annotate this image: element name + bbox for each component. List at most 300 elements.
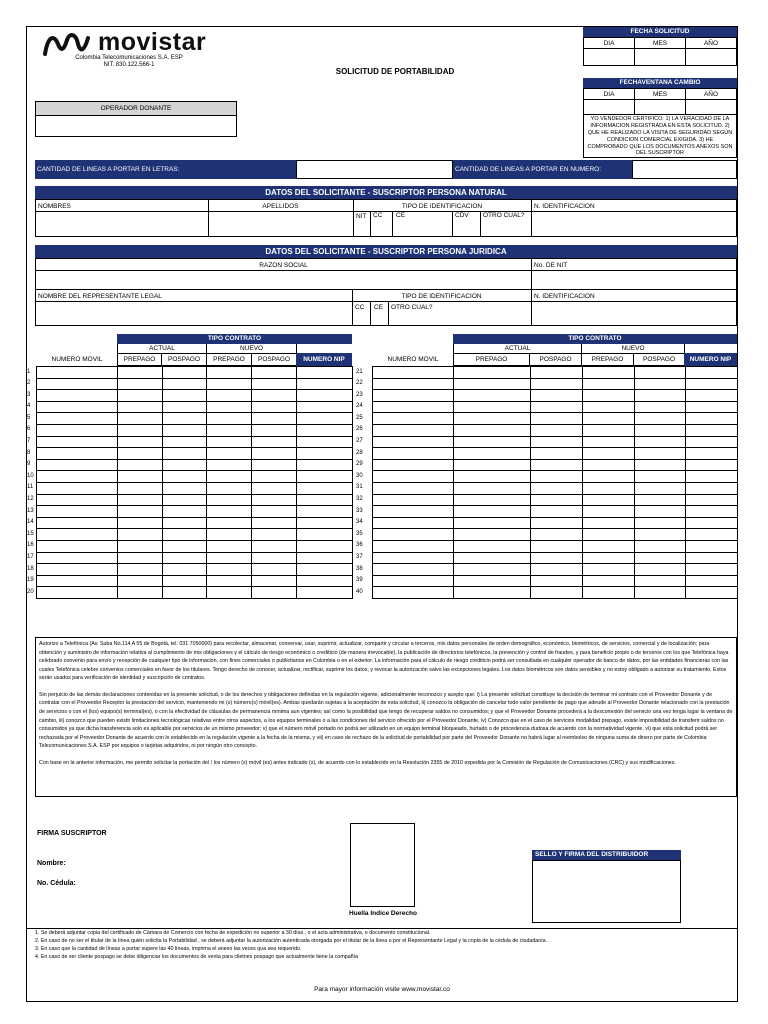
left-pospago-nuevo-header: POSPAGO [251, 353, 297, 366]
left-numero-movil-cell[interactable] [36, 529, 117, 541]
left-prepago-actual-cell[interactable] [117, 448, 162, 460]
juridica-cc-option[interactable]: CC [355, 304, 365, 311]
right-pospago-nuevo-cell[interactable] [634, 575, 685, 587]
natural-ce-option[interactable]: CE [396, 212, 406, 219]
left-pospago-actual-cell[interactable] [162, 494, 206, 506]
left-prepago-nuevo-cell[interactable] [206, 575, 251, 587]
left-numero-nip-cell[interactable] [296, 424, 352, 436]
right-prepago-nuevo-cell[interactable] [582, 587, 634, 599]
left-prepago-actual-cell[interactable] [117, 482, 162, 494]
juridica-n-id-label: N. IDENTIFICACION [534, 293, 595, 300]
right-prepago-actual-cell[interactable] [453, 494, 530, 506]
left-numero-movil-cell[interactable] [36, 552, 117, 564]
right-numero-nip-cell[interactable] [685, 413, 737, 425]
left-pospago-actual-cell[interactable] [162, 517, 206, 529]
left-line-row [26, 517, 352, 529]
left-numero-nip-cell[interactable] [296, 552, 352, 564]
left-prepago-actual-cell[interactable] [117, 424, 162, 436]
apellidos-field[interactable] [209, 212, 353, 236]
left-prepago-actual-cell[interactable] [117, 413, 162, 425]
right-line-number: 33 [355, 506, 372, 518]
left-prepago-actual-cell[interactable] [117, 471, 162, 483]
operador-donante-label: OPERADOR DONANTE [35, 101, 237, 116]
right-prepago-nuevo-cell[interactable] [582, 494, 634, 506]
left-pospago-actual-cell[interactable] [162, 529, 206, 541]
right-pospago-actual-cell[interactable] [530, 540, 582, 552]
left-numero-nip-cell[interactable] [296, 587, 352, 599]
right-pospago-nuevo-cell[interactable] [634, 517, 685, 529]
left-tipo-contrato-header: TIPO CONTRATO [117, 334, 352, 344]
left-prepago-nuevo-cell[interactable] [206, 471, 251, 483]
left-numero-movil-cell[interactable] [36, 390, 117, 402]
left-line-number: 11 [26, 482, 36, 494]
left-pospago-nuevo-cell[interactable] [251, 494, 296, 506]
left-pospago-actual-cell[interactable] [162, 424, 206, 436]
right-prepago-nuevo-cell[interactable] [582, 529, 634, 541]
right-pospago-actual-cell[interactable] [530, 494, 582, 506]
left-pospago-nuevo-cell[interactable] [251, 506, 296, 518]
right-prepago-nuevo-cell[interactable] [582, 564, 634, 576]
left-numero-nip-cell[interactable] [296, 575, 352, 587]
left-prepago-actual-cell[interactable] [117, 575, 162, 587]
right-prepago-actual-cell[interactable] [453, 448, 530, 460]
left-numero-nip-cell[interactable] [296, 529, 352, 541]
right-numero-movil-cell[interactable] [372, 575, 453, 587]
right-numero-nip-cell[interactable] [685, 552, 737, 564]
right-prepago-actual-cell[interactable] [453, 401, 530, 413]
left-numero-nip-cell[interactable] [296, 401, 352, 413]
left-prepago-nuevo-cell[interactable] [206, 413, 251, 425]
right-numero-movil-cell[interactable] [372, 564, 453, 576]
left-pospago-nuevo-cell[interactable] [251, 424, 296, 436]
left-pospago-actual-cell[interactable] [162, 436, 206, 448]
right-numero-nip-cell[interactable] [685, 436, 737, 448]
right-pospago-nuevo-cell[interactable] [634, 413, 685, 425]
right-pospago-actual-cell[interactable] [530, 424, 582, 436]
left-prepago-actual-cell[interactable] [117, 367, 162, 379]
footer-link[interactable]: Para mayor información visite www.movistar.co [314, 986, 450, 993]
right-pospago-nuevo-cell[interactable] [634, 552, 685, 564]
right-numero-movil-cell[interactable] [372, 471, 453, 483]
right-pospago-nuevo-cell[interactable] [634, 506, 685, 518]
right-pospago-actual-cell[interactable] [530, 471, 582, 483]
right-prepago-nuevo-cell[interactable] [582, 471, 634, 483]
right-prepago-nuevo-cell[interactable] [582, 436, 634, 448]
left-pospago-actual-cell[interactable] [162, 564, 206, 576]
right-numero-movil-cell[interactable] [372, 540, 453, 552]
natural-cdv-option[interactable]: CDV [455, 212, 469, 219]
left-pospago-actual-cell[interactable] [162, 390, 206, 402]
left-prepago-actual-cell[interactable] [117, 459, 162, 471]
right-pospago-nuevo-cell[interactable] [634, 529, 685, 541]
left-prepago-actual-cell[interactable] [117, 506, 162, 518]
left-numero-nip-cell[interactable] [296, 448, 352, 460]
left-pospago-actual-cell[interactable] [162, 540, 206, 552]
right-numero-nip-cell[interactable] [685, 448, 737, 460]
left-pospago-nuevo-cell[interactable] [251, 459, 296, 471]
fecha-ventana-mes-field[interactable] [634, 99, 686, 115]
right-numero-movil-cell[interactable] [372, 367, 453, 379]
right-prepago-actual-cell[interactable] [453, 517, 530, 529]
right-pospago-nuevo-cell[interactable] [634, 367, 685, 379]
sello-box[interactable] [532, 860, 681, 923]
juridica-otro-option[interactable]: OTRO CUAL? [391, 304, 433, 311]
right-prepago-actual-cell[interactable] [453, 424, 530, 436]
right-prepago-actual-cell[interactable] [453, 459, 530, 471]
right-pospago-nuevo-cell[interactable] [634, 424, 685, 436]
right-pospago-actual-cell[interactable] [530, 517, 582, 529]
left-pospago-actual-cell[interactable] [162, 378, 206, 390]
right-numero-nip-cell[interactable] [685, 587, 737, 599]
left-numero-nip-cell[interactable] [296, 378, 352, 390]
right-prepago-actual-cell[interactable] [453, 378, 530, 390]
left-pospago-nuevo-cell[interactable] [251, 436, 296, 448]
right-pospago-nuevo-cell[interactable] [634, 401, 685, 413]
left-prepago-actual-cell[interactable] [117, 587, 162, 599]
left-pospago-nuevo-cell[interactable] [251, 564, 296, 576]
right-pospago-actual-cell[interactable] [530, 413, 582, 425]
left-prepago-actual-cell[interactable] [117, 540, 162, 552]
left-prepago-actual-cell[interactable] [117, 436, 162, 448]
right-numero-nip-cell[interactable] [685, 506, 737, 518]
right-numero-movil-cell[interactable] [372, 413, 453, 425]
right-line-row [355, 378, 737, 390]
left-prepago-nuevo-cell[interactable] [206, 436, 251, 448]
juridica-ce-option[interactable]: CE [374, 304, 384, 311]
left-pospago-actual-cell[interactable] [162, 459, 206, 471]
right-pospago-actual-cell[interactable] [530, 378, 582, 390]
left-numero-movil-cell[interactable] [36, 494, 117, 506]
left-prepago-nuevo-cell[interactable] [206, 506, 251, 518]
right-pospago-nuevo-cell[interactable] [634, 482, 685, 494]
right-pospago-nuevo-cell[interactable] [634, 448, 685, 460]
no-nit-field[interactable] [532, 271, 736, 289]
left-prepago-nuevo-cell[interactable] [206, 529, 251, 541]
huella-box[interactable] [350, 823, 415, 907]
right-prepago-actual-cell[interactable] [453, 367, 530, 379]
left-pospago-nuevo-cell[interactable] [251, 401, 296, 413]
right-numero-nip-cell[interactable] [685, 564, 737, 576]
right-numero-movil-cell[interactable] [372, 517, 453, 529]
left-line-row [26, 482, 352, 494]
left-line-number: 3 [26, 390, 36, 402]
right-pospago-nuevo-cell[interactable] [634, 459, 685, 471]
right-prepago-actual-cell[interactable] [453, 506, 530, 518]
left-prepago-nuevo-cell[interactable] [206, 459, 251, 471]
right-prepago-actual-cell[interactable] [453, 564, 530, 576]
right-prepago-nuevo-cell[interactable] [582, 482, 634, 494]
left-pospago-actual-cell[interactable] [162, 401, 206, 413]
cantidad-letras-field[interactable] [296, 160, 453, 179]
right-prepago-nuevo-cell[interactable] [582, 413, 634, 425]
left-pospago-nuevo-cell[interactable] [251, 552, 296, 564]
right-pospago-actual-cell[interactable] [530, 587, 582, 599]
notes-list [35, 930, 735, 962]
right-pospago-nuevo-cell[interactable] [634, 436, 685, 448]
left-pospago-nuevo-cell[interactable] [251, 413, 296, 425]
right-line-row [355, 436, 737, 448]
right-pospago-actual-cell[interactable] [530, 506, 582, 518]
natural-nit-option[interactable]: NIT [356, 213, 367, 220]
left-numero-movil-cell[interactable] [36, 540, 117, 552]
left-numero-nip-cell[interactable] [296, 413, 352, 425]
left-numero-movil-cell[interactable] [36, 378, 117, 390]
right-pospago-nuevo-cell[interactable] [634, 587, 685, 599]
right-prepago-nuevo-cell[interactable] [582, 401, 634, 413]
left-line-row [26, 367, 352, 379]
right-numero-nip-cell[interactable] [685, 540, 737, 552]
left-numero-movil-cell[interactable] [36, 401, 117, 413]
left-prepago-nuevo-cell[interactable] [206, 564, 251, 576]
right-prepago-actual-cell[interactable] [453, 575, 530, 587]
right-prepago-nuevo-cell[interactable] [582, 517, 634, 529]
right-numero-nip-cell[interactable] [685, 517, 737, 529]
left-numero-nip-cell[interactable] [296, 482, 352, 494]
left-numero-movil-cell[interactable] [36, 482, 117, 494]
fecha-solicitud-ano-field[interactable] [685, 48, 737, 66]
right-prepago-nuevo-cell[interactable] [582, 378, 634, 390]
left-numero-nip-cell[interactable] [296, 517, 352, 529]
left-actual-header: ACTUAL [117, 344, 207, 354]
right-prepago-nuevo-cell[interactable] [582, 552, 634, 564]
right-prepago-nuevo-cell[interactable] [582, 448, 634, 460]
right-pospago-actual-cell[interactable] [530, 367, 582, 379]
fecha-ventana-dia-label: DIA [583, 88, 635, 100]
left-pospago-nuevo-cell[interactable] [251, 575, 296, 587]
right-prepago-actual-cell[interactable] [453, 436, 530, 448]
fecha-solicitud-dia-field[interactable] [583, 48, 635, 66]
right-numero-nip-cell[interactable] [685, 459, 737, 471]
left-numero-movil-cell[interactable] [36, 471, 117, 483]
right-prepago-nuevo-cell[interactable] [582, 367, 634, 379]
left-numero-movil-cell[interactable] [36, 587, 117, 599]
left-pospago-actual-cell[interactable] [162, 471, 206, 483]
fecha-ventana-dia-field[interactable] [583, 99, 635, 115]
left-pospago-actual-cell[interactable] [162, 575, 206, 587]
left-pospago-nuevo-cell[interactable] [251, 471, 296, 483]
right-numero-movil-cell[interactable] [372, 494, 453, 506]
left-pospago-nuevo-cell[interactable] [251, 529, 296, 541]
right-numero-movil-cell[interactable] [372, 506, 453, 518]
left-numero-nip-cell[interactable] [296, 540, 352, 552]
right-numero-nip-cell[interactable] [685, 494, 737, 506]
left-numero-movil-cell[interactable] [36, 517, 117, 529]
right-line-number: 40 [355, 587, 372, 599]
juridica-n-id-field[interactable] [532, 302, 736, 325]
right-prepago-actual-cell[interactable] [453, 552, 530, 564]
left-pospago-nuevo-cell[interactable] [251, 367, 296, 379]
right-line-row [355, 448, 737, 460]
left-pospago-nuevo-cell[interactable] [251, 517, 296, 529]
right-numero-movil-cell[interactable] [372, 378, 453, 390]
nombre-label: Nombre: [37, 860, 66, 867]
right-numero-nip-cell[interactable] [685, 401, 737, 413]
left-numero-nip-cell[interactable] [296, 494, 352, 506]
right-pospago-actual-cell[interactable] [530, 575, 582, 587]
left-line-number: 7 [26, 436, 36, 448]
left-numero-nip-cell[interactable] [296, 436, 352, 448]
left-numero-movil-cell[interactable] [36, 436, 117, 448]
right-prepago-nuevo-cell[interactable] [582, 390, 634, 402]
right-numero-nip-cell[interactable] [685, 378, 737, 390]
left-pospago-actual-cell[interactable] [162, 448, 206, 460]
left-prepago-nuevo-cell[interactable] [206, 494, 251, 506]
right-pospago-nuevo-cell[interactable] [634, 471, 685, 483]
left-prepago-nuevo-cell[interactable] [206, 552, 251, 564]
right-pospago-nuevo-cell[interactable] [634, 540, 685, 552]
left-numero-movil-cell[interactable] [36, 367, 117, 379]
right-prepago-actual-cell[interactable] [453, 482, 530, 494]
nombres-field[interactable] [36, 212, 208, 236]
right-line-row [355, 564, 737, 576]
left-pospago-actual-cell[interactable] [162, 506, 206, 518]
cantidad-numero-field[interactable] [632, 160, 737, 179]
right-numero-nip-cell[interactable] [685, 424, 737, 436]
right-line-row [355, 552, 737, 564]
right-numero-nip-cell[interactable] [685, 529, 737, 541]
left-numero-movil-cell[interactable] [36, 413, 117, 425]
natural-n-id-label: N. IDENTIFICACION [534, 203, 595, 210]
left-line-number: 17 [26, 552, 36, 564]
right-numero-movil-cell[interactable] [372, 401, 453, 413]
right-pospago-actual-cell[interactable] [530, 401, 582, 413]
right-numero-movil-cell[interactable] [372, 436, 453, 448]
right-prepago-nuevo-cell[interactable] [582, 540, 634, 552]
natural-n-id-field[interactable] [532, 212, 736, 236]
left-prepago-nuevo-cell[interactable] [206, 378, 251, 390]
right-pospago-actual-cell[interactable] [530, 459, 582, 471]
left-pospago-nuevo-cell[interactable] [251, 378, 296, 390]
right-pospago-nuevo-cell[interactable] [634, 378, 685, 390]
left-line-row [26, 436, 352, 448]
operador-donante-field[interactable] [35, 115, 237, 137]
right-prepago-actual-cell[interactable] [453, 413, 530, 425]
left-prepago-nuevo-cell[interactable] [206, 517, 251, 529]
right-pospago-actual-cell[interactable] [530, 448, 582, 460]
left-numero-movil-cell[interactable] [36, 564, 117, 576]
left-prepago-actual-cell[interactable] [117, 564, 162, 576]
right-prepago-actual-cell[interactable] [453, 587, 530, 599]
left-pospago-actual-cell[interactable] [162, 587, 206, 599]
left-prepago-actual-cell[interactable] [117, 401, 162, 413]
right-prepago-actual-cell[interactable] [453, 529, 530, 541]
right-pospago-actual-cell[interactable] [530, 564, 582, 576]
right-prepago-actual-cell[interactable] [453, 540, 530, 552]
left-prepago-actual-cell[interactable] [117, 552, 162, 564]
no-nit-label: No. DE NIT [534, 262, 568, 269]
right-numero-movil-cell[interactable] [372, 424, 453, 436]
left-prepago-nuevo-cell[interactable] [206, 401, 251, 413]
left-prepago-nuevo-cell[interactable] [206, 482, 251, 494]
left-pospago-nuevo-cell[interactable] [251, 587, 296, 599]
representante-field[interactable] [36, 302, 352, 325]
left-numero-movil-cell[interactable] [36, 459, 117, 471]
right-prepago-actual-cell[interactable] [453, 471, 530, 483]
fecha-ventana-ano-field[interactable] [685, 99, 737, 115]
left-numero-nip-cell[interactable] [296, 367, 352, 379]
right-line-number: 37 [355, 552, 372, 564]
right-pospago-actual-cell[interactable] [530, 390, 582, 402]
left-prepago-nuevo-cell[interactable] [206, 587, 251, 599]
razon-social-field[interactable] [36, 271, 531, 289]
right-prepago-actual-cell[interactable] [453, 390, 530, 402]
right-pospago-nuevo-cell[interactable] [634, 494, 685, 506]
left-line-number: 1 [26, 367, 36, 379]
right-pospago-actual-cell[interactable] [530, 552, 582, 564]
left-pospago-nuevo-cell[interactable] [251, 482, 296, 494]
left-line-row [26, 506, 352, 518]
legal-paragraph-3: Con base en la anterior información, me permito solicitar la portación del / los número (s) móvil (es) antes indicado (s), de acuerdo con lo establecido en la Resolución 2355 de 2010 expedida por la Comisión de Regulación de Comunicaciones (CRC) y sus modificaciones. [39, 759, 676, 766]
right-numero-movil-cell[interactable] [372, 448, 453, 460]
left-numero-movil-cell[interactable] [36, 506, 117, 518]
right-numero-nip-cell[interactable] [685, 367, 737, 379]
right-prepago-nuevo-cell[interactable] [582, 459, 634, 471]
natural-otro-option[interactable]: OTRO CUAL? [483, 212, 525, 219]
left-prepago-nuevo-cell[interactable] [206, 424, 251, 436]
left-pospago-actual-cell[interactable] [162, 413, 206, 425]
left-pospago-nuevo-cell[interactable] [251, 390, 296, 402]
left-numero-nip-cell[interactable] [296, 390, 352, 402]
fecha-solicitud-mes-field[interactable] [634, 48, 686, 66]
right-numero-movil-cell[interactable] [372, 552, 453, 564]
brand-nit: NIT. 830.122.566-1 [103, 62, 155, 68]
left-pospago-nuevo-cell[interactable] [251, 448, 296, 460]
right-numero-nip-cell[interactable] [685, 390, 737, 402]
left-prepago-nuevo-cell[interactable] [206, 448, 251, 460]
left-prepago-actual-cell[interactable] [117, 390, 162, 402]
left-pospago-actual-cell[interactable] [162, 367, 206, 379]
natural-cc-option[interactable]: CC [373, 212, 383, 219]
left-prepago-actual-cell[interactable] [117, 529, 162, 541]
left-pospago-nuevo-cell[interactable] [251, 540, 296, 552]
left-prepago-nuevo-cell[interactable] [206, 367, 251, 379]
right-numero-movil-cell[interactable] [372, 459, 453, 471]
right-prepago-nuevo-cell[interactable] [582, 506, 634, 518]
left-numero-nip-cell[interactable] [296, 506, 352, 518]
right-numero-nip-cell[interactable] [685, 575, 737, 587]
left-numero-nip-cell[interactable] [296, 564, 352, 576]
left-pospago-actual-header: POSPAGO [161, 353, 207, 366]
right-numero-movil-cell[interactable] [372, 587, 453, 599]
right-prepago-nuevo-cell[interactable] [582, 424, 634, 436]
right-pospago-actual-cell[interactable] [530, 529, 582, 541]
left-numero-movil-cell[interactable] [36, 424, 117, 436]
right-numero-nip-cell[interactable] [685, 471, 737, 483]
left-numero-movil-cell[interactable] [36, 448, 117, 460]
right-numero-movil-cell[interactable] [372, 529, 453, 541]
left-pospago-actual-cell[interactable] [162, 482, 206, 494]
right-pospago-nuevo-cell[interactable] [634, 564, 685, 576]
left-prepago-actual-cell[interactable] [117, 517, 162, 529]
right-numero-movil-cell[interactable] [372, 482, 453, 494]
left-numero-nip-cell[interactable] [296, 471, 352, 483]
right-numero-nip-cell[interactable] [685, 482, 737, 494]
left-prepago-actual-cell[interactable] [117, 378, 162, 390]
left-prepago-nuevo-cell[interactable] [206, 390, 251, 402]
left-numero-nip-cell[interactable] [296, 459, 352, 471]
right-numero-movil-cell[interactable] [372, 390, 453, 402]
juridica-tipo-id-label: TIPO DE IDENTIFICACION [401, 293, 482, 300]
left-numero-movil-cell[interactable] [36, 575, 117, 587]
right-pospago-actual-cell[interactable] [530, 436, 582, 448]
left-pospago-actual-cell[interactable] [162, 552, 206, 564]
left-prepago-actual-cell[interactable] [117, 494, 162, 506]
right-pospago-nuevo-cell[interactable] [634, 390, 685, 402]
apellidos-label: APELLIDOS [262, 203, 299, 210]
right-prepago-nuevo-cell[interactable] [582, 575, 634, 587]
right-pospago-actual-cell[interactable] [530, 482, 582, 494]
left-prepago-nuevo-cell[interactable] [206, 540, 251, 552]
